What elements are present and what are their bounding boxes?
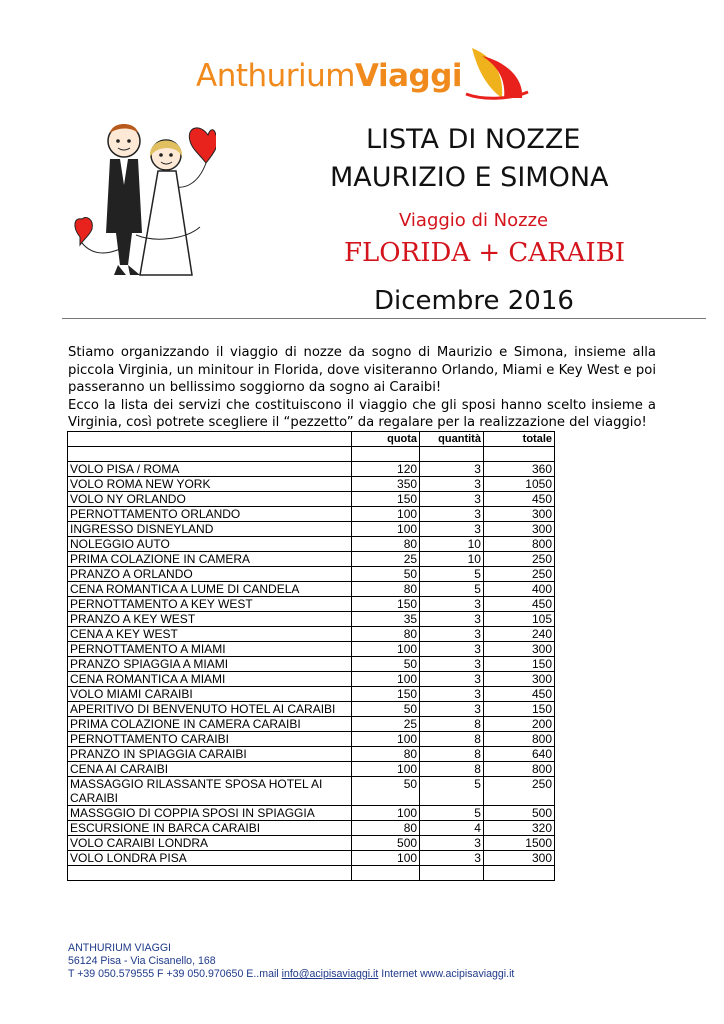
cell-quota: 100 bbox=[352, 507, 420, 522]
cell-item: PRIMA COLAZIONE IN CAMERA bbox=[68, 552, 352, 567]
cell-quota: 150 bbox=[352, 492, 420, 507]
table-header-row bbox=[68, 432, 555, 447]
table-row bbox=[68, 537, 555, 552]
cell-quota: 100 bbox=[352, 642, 420, 657]
header-quantita: quantità bbox=[420, 432, 484, 447]
cell-quota: 500 bbox=[352, 836, 420, 851]
table-row bbox=[68, 507, 555, 522]
cell-quantita: 3 bbox=[420, 462, 484, 477]
table-row bbox=[68, 612, 555, 627]
destination: FLORIDA + CARAIBI bbox=[344, 238, 626, 268]
header-quota: quota bbox=[352, 432, 420, 447]
cell-quota: 100 bbox=[352, 851, 420, 866]
cell-totale: 150 bbox=[483, 657, 554, 672]
cell-quantita: 10 bbox=[420, 537, 484, 552]
cell-item: PERNOTTAMENTO ORLANDO bbox=[68, 507, 352, 522]
table-row bbox=[68, 851, 555, 866]
table-row bbox=[68, 522, 555, 537]
gift-list-table bbox=[67, 431, 555, 881]
table-row bbox=[68, 836, 555, 851]
title-line-2: MAURIZIO E SIMONA bbox=[330, 162, 609, 193]
cell-quota: 100 bbox=[352, 732, 420, 747]
cell-item: CENA ROMANTICA A MIAMI bbox=[68, 672, 352, 687]
cell-totale: 800 bbox=[483, 537, 554, 552]
cell-quota: 80 bbox=[352, 821, 420, 836]
table-row bbox=[68, 732, 555, 747]
cell-quota: 80 bbox=[352, 747, 420, 762]
cell-totale: 360 bbox=[483, 462, 554, 477]
cell-quota: 150 bbox=[352, 687, 420, 702]
cell-item: VOLO CARAIBI LONDRA bbox=[68, 836, 352, 851]
table-row bbox=[68, 806, 555, 821]
table-row bbox=[68, 821, 555, 836]
cell-quantita: 3 bbox=[420, 836, 484, 851]
table-empty-row bbox=[68, 866, 555, 881]
cell-totale: 1500 bbox=[483, 836, 554, 851]
cell-quota: 50 bbox=[352, 567, 420, 582]
cell-item: PRIMA COLAZIONE IN CAMERA CARAIBI bbox=[68, 717, 352, 732]
footer-contacts: T +39 050.579555 F +39 050.970650 E..mail info@acipisaviaggi.it Internet www.acipisaviaggi.it bbox=[68, 968, 515, 980]
cell-item: PRANZO IN SPIAGGIA CARAIBI bbox=[68, 747, 352, 762]
cell-item: PRANZO SPIAGGIA A MIAMI bbox=[68, 657, 352, 672]
cell-quota: 50 bbox=[352, 657, 420, 672]
footer-company: ANTHURIUM VIAGGI bbox=[68, 942, 171, 954]
cell-item: CENA A KEY WEST bbox=[68, 627, 352, 642]
cell-quantita: 8 bbox=[420, 732, 484, 747]
cell-quota: 25 bbox=[352, 717, 420, 732]
cell-totale: 250 bbox=[483, 552, 554, 567]
cell-quantita: 5 bbox=[420, 777, 484, 806]
cell-totale: 200 bbox=[483, 717, 554, 732]
cell-totale: 250 bbox=[483, 777, 554, 806]
wedding-couple-illustration bbox=[66, 115, 216, 295]
cell-item: PERNOTTAMENTO A KEY WEST bbox=[68, 597, 352, 612]
cell-quantita: 4 bbox=[420, 821, 484, 836]
cell-quota: 80 bbox=[352, 537, 420, 552]
footer-email-link[interactable]: info@acipisaviaggi.it bbox=[281, 968, 379, 980]
cell-item: CENA ROMANTICA A LUME DI CANDELA bbox=[68, 582, 352, 597]
intro-text bbox=[68, 344, 656, 432]
cell-quantita: 3 bbox=[420, 612, 484, 627]
cell-quantita: 3 bbox=[420, 477, 484, 492]
cell-quantita: 3 bbox=[420, 672, 484, 687]
table-row bbox=[68, 627, 555, 642]
cell-quantita: 5 bbox=[420, 567, 484, 582]
cell-quantita: 3 bbox=[420, 687, 484, 702]
cell-quota: 100 bbox=[352, 806, 420, 821]
cell-item: CENA AI CARAIBI bbox=[68, 762, 352, 777]
table-row bbox=[68, 657, 555, 672]
cell-quota: 25 bbox=[352, 552, 420, 567]
cell-quota: 100 bbox=[352, 522, 420, 537]
table-row bbox=[68, 642, 555, 657]
cell-item: VOLO LONDRA PISA bbox=[68, 851, 352, 866]
cell-quota: 350 bbox=[352, 477, 420, 492]
cell-item: VOLO PISA / ROMA bbox=[68, 462, 352, 477]
cell-quantita: 5 bbox=[420, 582, 484, 597]
cell-item: MASSGGIO DI COPPIA SPOSI IN SPIAGGIA bbox=[68, 806, 352, 821]
cell-quantita: 3 bbox=[420, 851, 484, 866]
cell-quantita: 5 bbox=[420, 806, 484, 821]
sail-logo-icon bbox=[452, 42, 532, 102]
divider bbox=[62, 318, 706, 319]
cell-quantita: 3 bbox=[420, 642, 484, 657]
table-row bbox=[68, 477, 555, 492]
cell-quantita: 3 bbox=[420, 627, 484, 642]
cell-item: INGRESSO DISNEYLAND bbox=[68, 522, 352, 537]
footer bbox=[68, 942, 514, 981]
footer-address: 56124 Pisa - Via Cisanello, 168 bbox=[68, 955, 216, 967]
cell-totale: 400 bbox=[483, 582, 554, 597]
cell-totale: 105 bbox=[483, 612, 554, 627]
table-row bbox=[68, 597, 555, 612]
table-row bbox=[68, 582, 555, 597]
cell-quantita: 3 bbox=[420, 507, 484, 522]
cell-quota: 50 bbox=[352, 702, 420, 717]
cell-totale: 500 bbox=[483, 806, 554, 821]
cell-totale: 300 bbox=[483, 672, 554, 687]
logo-text: AnthuriumViaggi bbox=[196, 58, 463, 94]
cell-quantita: 10 bbox=[420, 552, 484, 567]
table-row bbox=[68, 492, 555, 507]
table-row bbox=[68, 552, 555, 567]
header-item bbox=[68, 432, 352, 447]
cell-item: VOLO MIAMI CARAIBI bbox=[68, 687, 352, 702]
cell-quota: 50 bbox=[352, 777, 420, 806]
cell-item: PRANZO A ORLANDO bbox=[68, 567, 352, 582]
cell-item: VOLO NY ORLANDO bbox=[68, 492, 352, 507]
cell-item: PRANZO A KEY WEST bbox=[68, 612, 352, 627]
cell-totale: 300 bbox=[483, 851, 554, 866]
cell-quantita: 3 bbox=[420, 597, 484, 612]
table-body bbox=[68, 447, 555, 881]
cell-item: MASSAGGIO RILASSANTE SPOSA HOTEL AI CARAIBI bbox=[68, 777, 352, 806]
cell-item: ESCURSIONE IN BARCA CARAIBI bbox=[68, 821, 352, 836]
cell-item: PERNOTTAMENTO CARAIBI bbox=[68, 732, 352, 747]
cell-totale: 240 bbox=[483, 627, 554, 642]
cell-quota: 150 bbox=[352, 597, 420, 612]
table-row bbox=[68, 567, 555, 582]
title-line-1: LISTA DI NOZZE bbox=[366, 124, 581, 155]
cell-item: APERITIVO DI BENVENUTO HOTEL AI CARAIBI bbox=[68, 702, 352, 717]
table-empty-row bbox=[68, 447, 555, 462]
table-row bbox=[68, 702, 555, 717]
cell-item: NOLEGGIO AUTO bbox=[68, 537, 352, 552]
cell-quota: 80 bbox=[352, 582, 420, 597]
cell-totale: 800 bbox=[483, 732, 554, 747]
cell-totale: 300 bbox=[483, 507, 554, 522]
cell-totale: 450 bbox=[483, 687, 554, 702]
cell-totale: 1050 bbox=[483, 477, 554, 492]
subtitle: Viaggio di Nozze bbox=[399, 210, 549, 231]
cell-totale: 320 bbox=[483, 821, 554, 836]
cell-totale: 300 bbox=[483, 642, 554, 657]
cell-totale: 150 bbox=[483, 702, 554, 717]
date: Dicembre 2016 bbox=[374, 286, 574, 316]
cell-totale: 450 bbox=[483, 597, 554, 612]
cell-quantita: 8 bbox=[420, 717, 484, 732]
cell-quota: 120 bbox=[352, 462, 420, 477]
cell-totale: 640 bbox=[483, 747, 554, 762]
table-row bbox=[68, 672, 555, 687]
cell-totale: 300 bbox=[483, 522, 554, 537]
table-row bbox=[68, 462, 555, 477]
intro-paragraph-1: Stiamo organizzando il viaggio di nozze da sogno di Maurizio e Simona, insieme alla piccola Virginia, un minitour in Florida, dove visiteranno Orlando, Miami e Key West e poi passeranno un bellissimo soggiorno da sogno ai Caraibi! bbox=[68, 345, 656, 396]
cell-quantita: 8 bbox=[420, 762, 484, 777]
header-totale: totale bbox=[483, 432, 554, 447]
cell-totale: 800 bbox=[483, 762, 554, 777]
intro-paragraph-2: Ecco la lista dei servizi che costituiscono il viaggio che gli sposi hanno scelto insieme a Virginia, così potrete scegliere il “pezzetto” da regalare per la realizzazione del viaggio! bbox=[68, 397, 656, 431]
cell-quota: 100 bbox=[352, 672, 420, 687]
cell-totale: 450 bbox=[483, 492, 554, 507]
cell-item: PERNOTTAMENTO A MIAMI bbox=[68, 642, 352, 657]
cell-quantita: 3 bbox=[420, 702, 484, 717]
cell-quantita: 3 bbox=[420, 492, 484, 507]
company-logo bbox=[196, 42, 536, 102]
cell-item: VOLO ROMA NEW YORK bbox=[68, 477, 352, 492]
cell-quota: 80 bbox=[352, 627, 420, 642]
cell-quantita: 3 bbox=[420, 657, 484, 672]
table-row bbox=[68, 777, 555, 806]
cell-quantita: 8 bbox=[420, 747, 484, 762]
table-row bbox=[68, 762, 555, 777]
cell-totale: 250 bbox=[483, 567, 554, 582]
cell-quota: 100 bbox=[352, 762, 420, 777]
table-row bbox=[68, 747, 555, 762]
cell-quota: 35 bbox=[352, 612, 420, 627]
table-row bbox=[68, 717, 555, 732]
cell-quantita: 3 bbox=[420, 522, 484, 537]
table-row bbox=[68, 687, 555, 702]
